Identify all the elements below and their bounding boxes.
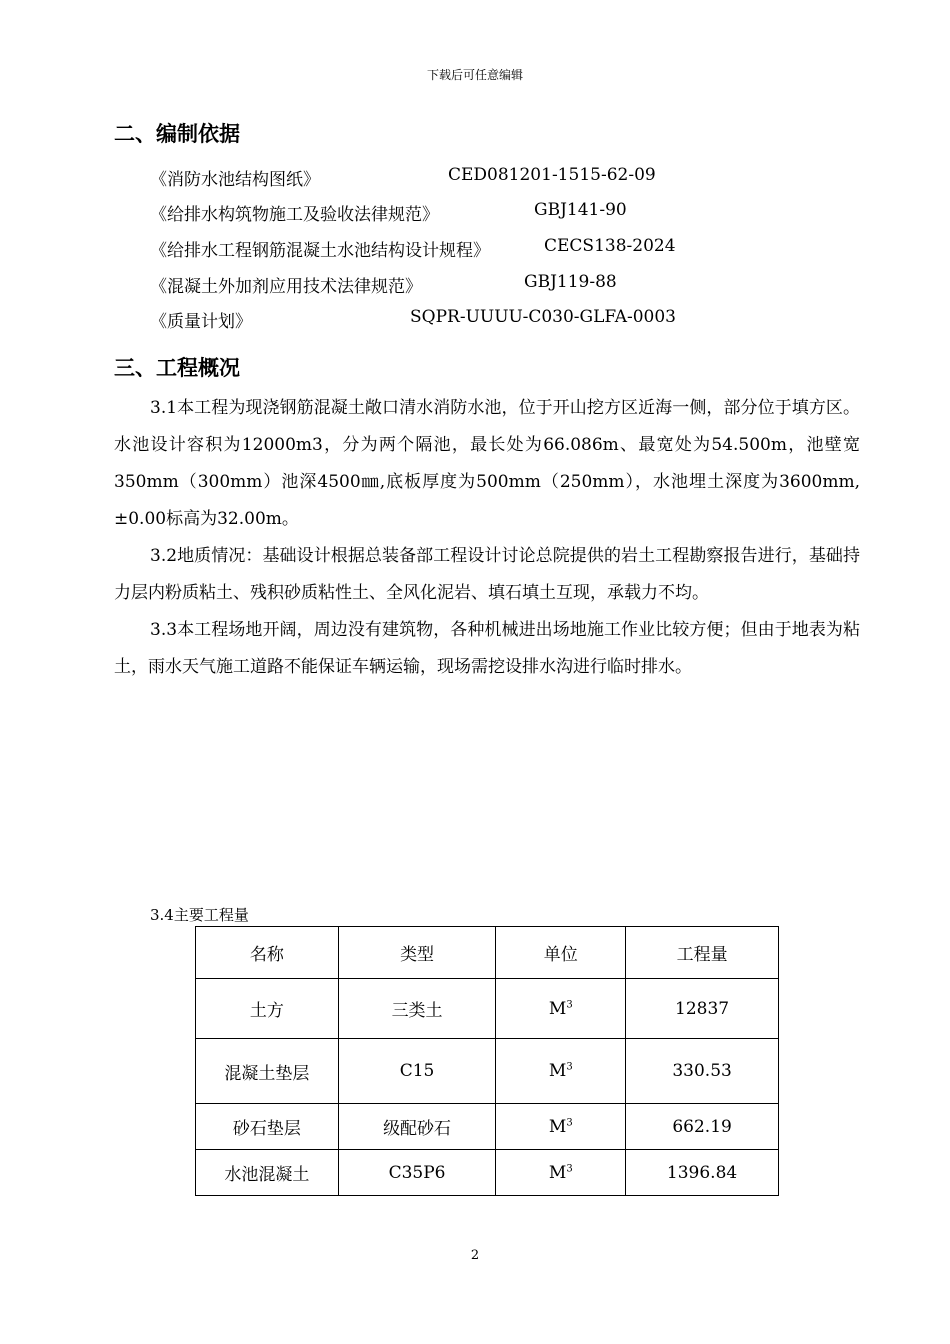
section-2-title: 二、编制依据 [114, 122, 240, 146]
reference-name: 《给排水构筑物施工及验收法律规范》 [150, 205, 439, 225]
cell-name: 土方 [196, 979, 339, 1039]
section-3-title: 三、工程概况 [114, 356, 240, 380]
cell-name: 水池混凝土 [196, 1150, 339, 1196]
quantity-table [195, 926, 779, 1196]
paragraph-3-3: 3.3本工程场地开阔，周边没有建筑物，各种机械进出场地施工作业比较方便；但由于地表为粘土，雨水天气施工道路不能保证车辆运输，现场需挖设排水沟进行临时排水。 [114, 620, 860, 677]
cell-name: 砂石垫层 [196, 1104, 339, 1150]
reference-code: GBJ119-88 [524, 272, 617, 292]
reference-name: 《混凝土外加剂应用技术法律规范》 [150, 277, 422, 297]
column-header: 单位 [496, 927, 626, 979]
table-row [196, 1039, 779, 1104]
cell-unit: $M^3$ [496, 1039, 626, 1104]
table-row [196, 1104, 779, 1150]
overview-body [114, 390, 860, 686]
reference-code: CED081201-1515-62-09 [448, 165, 656, 185]
cell-type: C35P6 [338, 1150, 496, 1196]
cell-quantity: 1396.84 [626, 1150, 779, 1196]
table-caption: 3.4主要工程量 [150, 906, 249, 924]
cell-quantity: 330.53 [626, 1039, 779, 1104]
reference-name: 《给排水工程钢筋混凝土水池结构设计规程》 [150, 241, 490, 261]
cell-name: 混凝土垫层 [196, 1039, 339, 1104]
column-header: 类型 [338, 927, 496, 979]
table-header-row [196, 927, 779, 979]
page-header: 下载后可任意编辑 [426, 68, 523, 82]
cell-quantity: 662.19 [626, 1104, 779, 1150]
reference-code: SQPR-UUUU-C030-GLFA-0003 [410, 307, 676, 327]
cell-quantity: 12837 [626, 979, 779, 1039]
reference-name: 《消防水池结构图纸》 [150, 170, 320, 190]
column-header: 名称 [196, 927, 339, 979]
cell-type: 级配砂石 [338, 1104, 496, 1150]
table-row [196, 1150, 779, 1196]
page-number: 2 [470, 1248, 480, 1263]
cell-type: C15 [338, 1039, 496, 1104]
cell-unit: $M^3$ [496, 1150, 626, 1196]
paragraph-3-2: 3.2地质情况：基础设计根据总装备部工程设计讨论总院提供的岩土工程勘察报告进行，基础持力层内粉质粘土、残积砂质粘性土、全风化泥岩、填石填土互现，承载力不均。 [114, 546, 860, 603]
reference-code: GBJ141-90 [534, 200, 627, 220]
cell-unit: $M^3$ [496, 1104, 626, 1150]
column-header: 工程量 [626, 927, 779, 979]
cell-unit: $M^3$ [496, 979, 626, 1039]
paragraph-3-1: 3.1本工程为现浇钢筋混凝土敞口清水消防水池，位于开山挖方区近海一侧，部分位于填方区。水池设计容积为12000m3，分为两个隔池，最长处为66.086m、最宽处为54.500m，池壁宽350mm（300mm）池深4500㎜,底板厚度为500mm（250mm），水池埋土深度为3600mm,±0.00标高为32.00m。 [114, 398, 860, 529]
cell-type: 三类土 [338, 979, 496, 1039]
table-row [196, 979, 779, 1039]
reference-name: 《质量计划》 [150, 312, 252, 332]
reference-code: CECS138-2024 [544, 236, 676, 256]
